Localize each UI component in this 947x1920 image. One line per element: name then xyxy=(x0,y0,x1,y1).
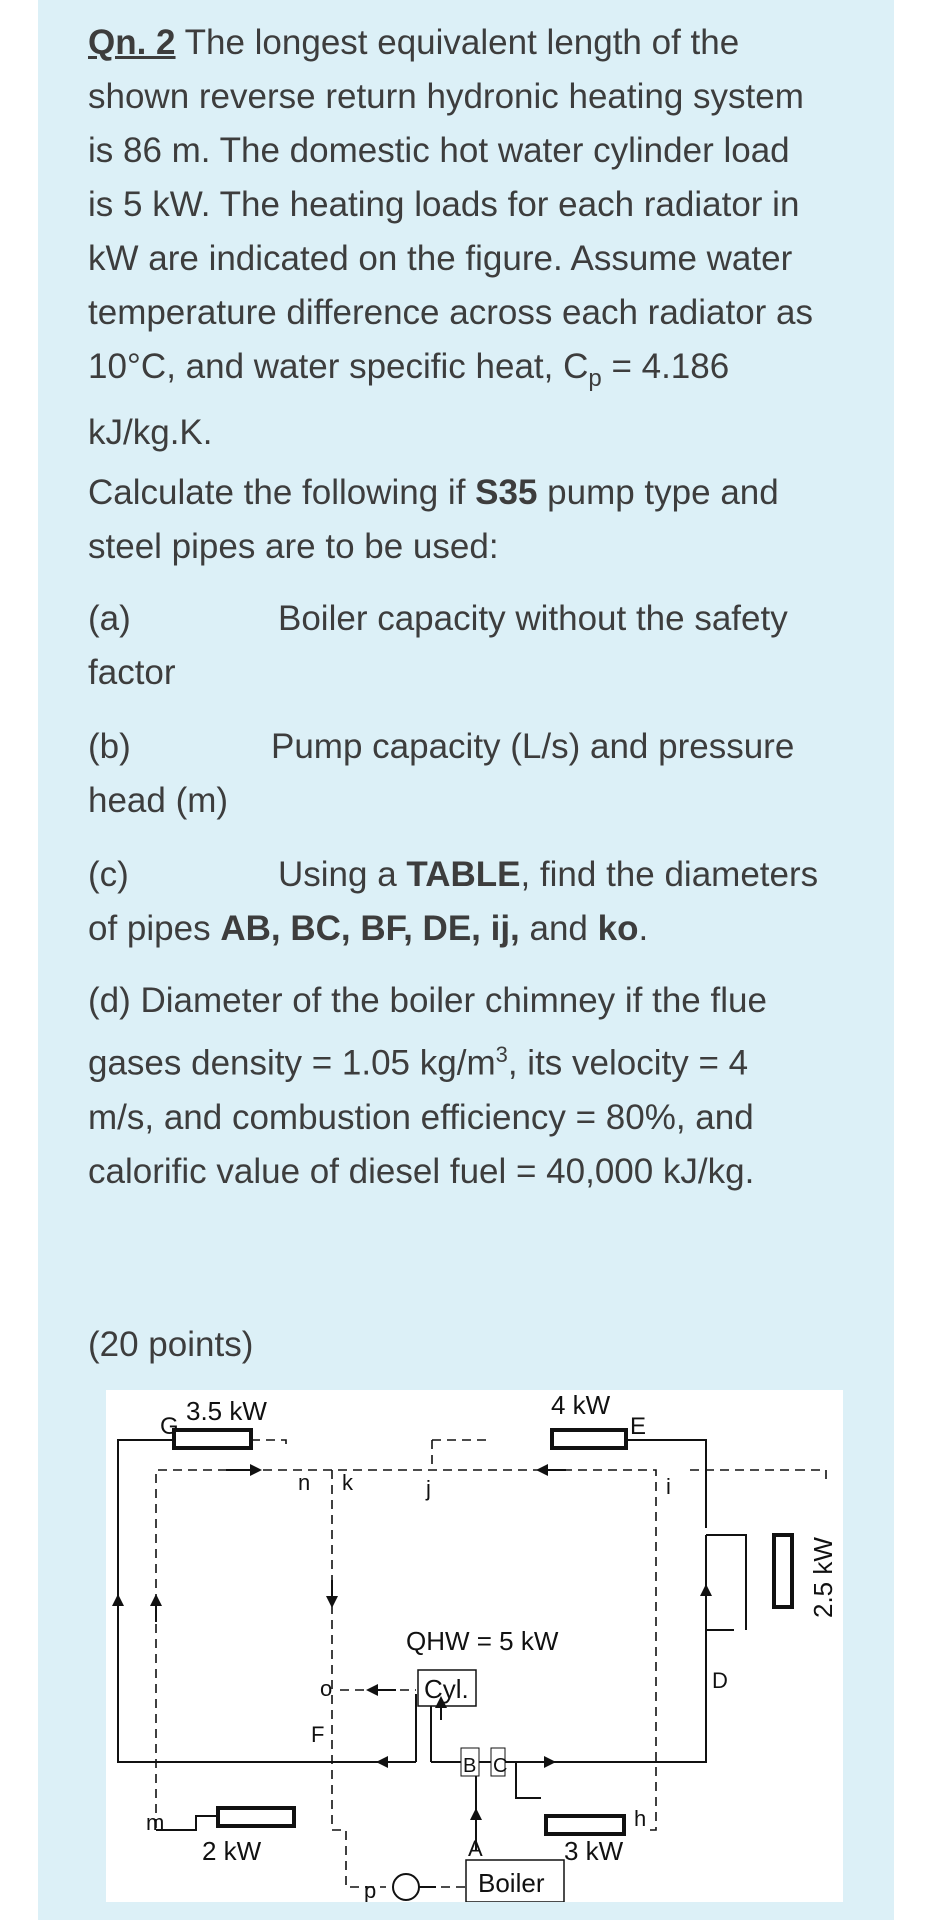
part-d-line-3: m/s, and combustion efficiency = 80%, and xyxy=(88,1097,754,1137)
pump-type: S35 xyxy=(475,473,538,512)
intro-line-2: shown reverse return hydronic heating system xyxy=(88,77,804,116)
part-c xyxy=(88,848,868,956)
hydronic-system-diagram xyxy=(106,1390,843,1902)
question-intro xyxy=(88,16,868,460)
node-G: G xyxy=(160,1413,179,1440)
radiator-m xyxy=(218,1808,294,1826)
intro-line-6: temperature difference across each radiator as xyxy=(88,293,814,332)
part-b-cont: head (m) xyxy=(88,781,229,820)
part-d-sup: 3 xyxy=(495,1042,508,1067)
part-b xyxy=(88,720,868,828)
node-p: p xyxy=(364,1878,377,1902)
part-c-last-pipe: ko xyxy=(597,909,639,948)
label-D-load: 2.5 kW xyxy=(808,1537,838,1618)
intro-line-5: kW are indicated on the figure. Assume water xyxy=(88,239,793,278)
part-c-pipes: AB, BC, BF, DE, ij, xyxy=(220,909,520,948)
calc-text-a: Calculate the following if xyxy=(88,473,476,512)
diagram-svg xyxy=(106,1390,843,1902)
part-a-text: Boiler capacity without the safety xyxy=(278,599,788,638)
part-c-text-b: , find the diameters xyxy=(520,855,819,894)
part-c-label: (c) xyxy=(88,855,129,894)
label-G-load: 3.5 kW xyxy=(186,1396,267,1426)
intro-line-3: is 86 m. The domestic hot water cylinder load xyxy=(88,131,790,170)
label-qhw: QHW = 5 kW xyxy=(406,1626,559,1656)
calc-text-b: pump type and xyxy=(537,473,779,512)
node-D: D xyxy=(712,1668,728,1693)
part-d-line-1: (d) Diameter of the boiler chimney if the flue xyxy=(88,981,767,1020)
part-a-cont: factor xyxy=(88,653,176,692)
node-F: F xyxy=(311,1722,325,1747)
node-m: m xyxy=(146,1810,165,1835)
node-i: i xyxy=(666,1474,671,1499)
node-o: o xyxy=(320,1676,333,1701)
node-B: B xyxy=(463,1755,477,1777)
part-b-text: Pump capacity (L/s) and pressure xyxy=(271,727,795,766)
radiator-G xyxy=(174,1430,251,1448)
part-c-table: TABLE xyxy=(406,855,521,894)
intro-line-1: The longest equivalent length of the xyxy=(184,23,740,62)
calc-line-2: steel pipes are to be used: xyxy=(88,527,499,566)
calc-instruction xyxy=(88,466,868,574)
part-b-label: (b) xyxy=(88,727,131,766)
label-cylinder: Cyl. xyxy=(424,1674,469,1704)
part-d-line-2b: , its velocity = 4 xyxy=(507,1043,749,1083)
question-number: Qn. 2 xyxy=(88,23,176,62)
part-a-label: (a) xyxy=(88,599,131,638)
part-c-and: and xyxy=(519,909,598,948)
node-k: k xyxy=(342,1470,353,1495)
part-a xyxy=(88,592,868,700)
cp-subscript: p xyxy=(588,365,602,392)
label-m-load: 2 kW xyxy=(202,1836,262,1866)
intro-line-7: 10°C, and water specific heat, C xyxy=(88,347,589,386)
part-c-end: . xyxy=(638,909,649,948)
node-A: A xyxy=(468,1836,483,1861)
radiator-h xyxy=(546,1816,624,1834)
cp-value: = 4.186 xyxy=(601,347,730,386)
pump-circle xyxy=(393,1874,419,1900)
part-c-text-a: Using a xyxy=(278,855,407,894)
node-E: E xyxy=(630,1413,647,1440)
question-card xyxy=(38,0,894,1920)
radiator-E xyxy=(552,1430,626,1448)
radiator-D xyxy=(774,1535,792,1607)
intro-line-8: kJ/kg.K. xyxy=(88,413,213,452)
node-j: j xyxy=(426,1476,431,1501)
node-n: n xyxy=(298,1470,311,1495)
part-d xyxy=(88,974,868,1199)
node-h: h xyxy=(634,1806,647,1831)
part-d-line-2a: gases density = 1.05 kg/m xyxy=(88,1043,496,1083)
label-h-load: 3 kW xyxy=(564,1836,624,1866)
label-boiler: Boiler xyxy=(478,1868,545,1898)
part-d-line-4: calorific value of diesel fuel = 40,000 kJ/kg. xyxy=(88,1151,755,1191)
intro-line-4: is 5 kW. The heating loads for each radiator in xyxy=(88,185,800,224)
part-c-cont-a: of pipes xyxy=(88,909,221,948)
node-C: C xyxy=(493,1755,508,1777)
label-E-load: 4 kW xyxy=(551,1390,611,1420)
points: (20 points) xyxy=(88,1325,254,1364)
